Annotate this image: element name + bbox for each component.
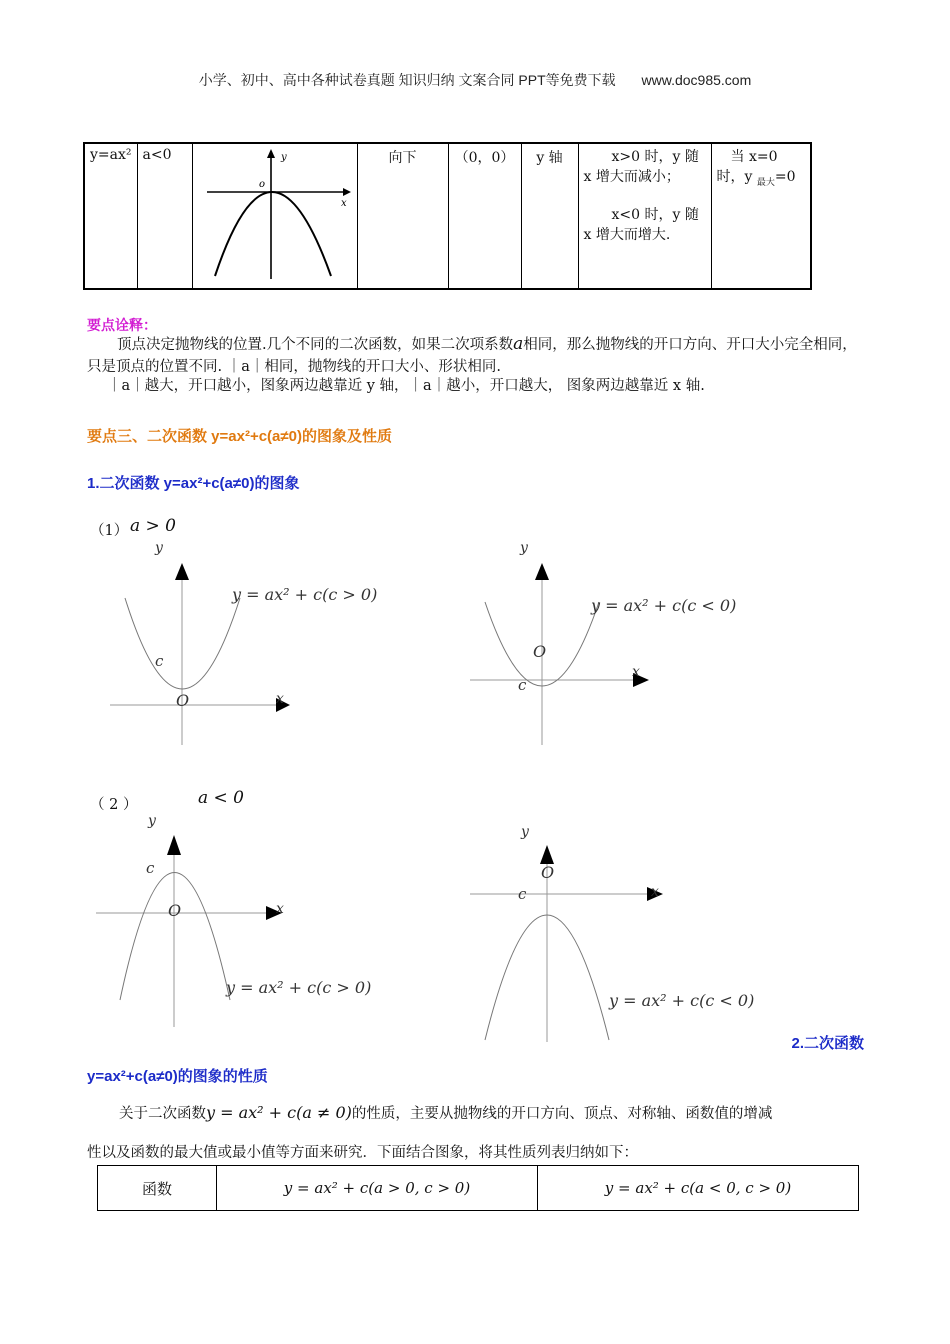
y-arrow [267,149,275,158]
page-header [0,70,950,90]
case-1-label: （1） [90,523,129,539]
header-function: 函数 [98,1166,217,1211]
subsection-1-title: 1.二次函数 y=ax²+c(a≠0)的图象 [87,475,300,492]
parabola-curve [215,192,331,276]
subsection-2-title-a: 2.二次函数 [791,1035,864,1052]
y-arrow [175,563,189,580]
extreme-b: =0 [774,169,796,185]
note-paragraph-1 [87,333,865,378]
cell-monotonicity [578,143,711,289]
y-arrow [535,563,549,580]
case-2-condition: a < 0 [198,788,245,808]
body-p1-math: y = ax² + c(a ≠ 0) [206,1103,352,1122]
section-3-title: 要点三、二次函数 y=ax²+c(a≠0)的图象及性质 [87,428,392,445]
c-label: c [518,885,527,903]
graph-a-pos-c-neg [465,530,765,750]
equation-label: y = ax² + c(c > 0) [232,585,378,604]
origin-label: O [533,642,547,661]
case-2-label: （ 2 ） [90,797,138,813]
c-label: c [146,859,155,877]
case-1-condition: a > 0 [130,516,177,536]
y-arrow [540,845,554,864]
x-label: x [276,691,284,707]
x-arrow [343,188,351,196]
c-label: c [518,676,527,694]
note-p1-var: a [513,334,524,354]
header-a-pos: y = ax² + c(a > 0, c > 0) [217,1166,538,1211]
body-paragraph-1 [87,1098,865,1129]
x-label: x [651,884,659,900]
note-paragraph-2: ｜a｜越大，开口越小，图象两边越靠近 y 轴，｜a｜越小，开口越大， 图象两边越靠近 x 轴. [107,378,705,394]
cell-formula: y=ax² [84,143,137,289]
cell-vertex: （0，0） [448,143,521,289]
note-p1a: 顶点决定抛物线的位置.几个不同的二次函数，如果二次项系数 [117,337,514,353]
graph-a-neg-c-pos [92,805,392,1030]
properties-table-c [97,1165,859,1211]
mono-line-1: x>0 时，y 随 x 增大而减小； [583,149,699,185]
extreme-sub: 最大 [756,177,775,188]
mono-line-2: x<0 时，y 随 x 增大而增大. [583,207,699,243]
cell-direction: 向下 [357,143,448,289]
body-p1a: 关于二次函数 [119,1106,206,1122]
y-arrow [167,835,181,855]
x-label: x [276,901,284,917]
header-site[interactable]: www.doc985.com [641,72,752,88]
graph-origin-label: o [258,179,265,190]
graph-a-pos-c-pos [100,530,400,750]
x-label: x [632,664,640,680]
cell-condition: a<0 [137,143,192,289]
note-p1b: 相同，那么抛物线的开口方向、开口大小完全相同，只是顶点的位置不同. ｜a｜相同，抛物线的开口大小、形状相同. [87,337,857,375]
header-text: 小学、初中、高中各种试卷真题 知识归纳 文案合同 PPT等免费下载 [198,72,616,88]
body-p1b: 的性质，主要从抛物线的开口方向、顶点、对称轴、函数值的增减 [351,1106,773,1122]
y-label: y [155,540,163,556]
cell-graph [192,143,357,289]
properties-table-a-negative [83,142,812,290]
y-label: y [521,824,529,840]
equation-label: y = ax² + c(c < 0) [591,596,737,615]
y-label: y [148,813,156,829]
c-label: c [155,652,164,670]
equation-label: y = ax² + c(c > 0) [226,978,372,997]
extreme-a: 当 x=0 时，y [716,149,778,185]
graph-x-label: x [340,198,347,209]
downward-parabola-graph [193,144,357,284]
origin-label: O [541,863,555,882]
body-paragraph-2: 性以及函数的最大值或最小值等方面来研究．下面结合图象，将其性质列表归纳如下： [87,1145,638,1161]
graph-a-neg-c-neg [465,820,765,1042]
cell-extreme [711,143,811,289]
parabola-curve [120,873,230,1001]
header-a-neg: y = ax² + c(a < 0, c > 0) [538,1166,859,1211]
note-title: 要点诠释： [87,317,157,333]
graph-y-label: y [280,152,287,163]
y-label: y [520,540,528,556]
cell-axis: y 轴 [521,143,578,289]
origin-label: O [168,901,182,920]
origin-label: O [176,691,190,710]
subsection-2-title-b: y=ax²+c(a≠0)的图象的性质 [87,1068,268,1085]
equation-label: y = ax² + c(c < 0) [609,991,755,1010]
